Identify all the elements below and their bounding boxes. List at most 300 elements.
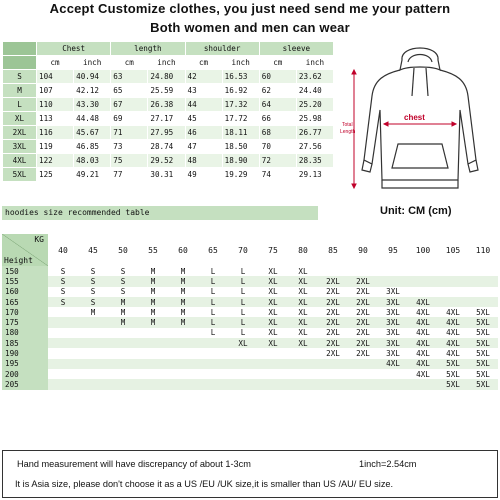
size-table-cell: 19.29 — [222, 168, 259, 182]
size-cell: XL — [288, 297, 318, 307]
header-line-2: Both women and men can wear — [150, 20, 350, 35]
size-cell — [48, 369, 78, 379]
size-cell: 2XL — [318, 328, 348, 338]
kg-table-row — [2, 276, 498, 286]
size-cell: M — [168, 276, 198, 286]
size-cell: 2XL — [348, 348, 378, 358]
size-cell: 5XL — [468, 369, 498, 379]
size-cell — [318, 369, 348, 379]
kg-table-row — [2, 307, 498, 317]
size-cell: XL — [288, 276, 318, 286]
kg-column-header: 55 — [138, 234, 168, 266]
size-table-cell: 16.53 — [222, 70, 259, 84]
size-table-row — [3, 98, 334, 112]
size-table-cell: 125 — [37, 168, 74, 182]
size-cell — [378, 379, 408, 389]
size-measurement-table — [2, 41, 334, 182]
size-table-cell: 66 — [259, 112, 296, 126]
size-cell — [138, 379, 168, 389]
size-table-cell: 104 — [37, 70, 74, 84]
size-cell — [48, 307, 78, 317]
size-cell — [78, 359, 108, 369]
size-table-cell: 44 — [185, 98, 222, 112]
size-cell — [48, 348, 78, 358]
size-cell — [48, 317, 78, 327]
size-cell — [78, 338, 108, 348]
kg-table-row — [2, 266, 498, 276]
size-cell — [228, 348, 258, 358]
size-table-group-shoulder: shoulder — [185, 42, 259, 56]
size-table-cell: 46.85 — [74, 140, 111, 154]
size-cell — [108, 338, 138, 348]
size-cell: 2XL — [318, 348, 348, 358]
size-cell — [48, 359, 78, 369]
size-cell — [138, 348, 168, 358]
size-table-cell: 122 — [37, 154, 74, 168]
kg-column-header: 80 — [288, 234, 318, 266]
size-cell: 2XL — [348, 328, 378, 338]
size-cell: 3XL — [378, 317, 408, 327]
kg-table-row — [2, 369, 498, 379]
size-cell — [198, 359, 228, 369]
size-table-unit-cm: cm — [37, 56, 74, 70]
size-cell: XL — [258, 276, 288, 286]
size-cell: 4XL — [408, 297, 438, 307]
size-cell: 2XL — [348, 276, 378, 286]
size-cell: M — [138, 307, 168, 317]
kg-column-header: 95 — [378, 234, 408, 266]
size-cell — [168, 348, 198, 358]
size-table-cell: 116 — [37, 126, 74, 140]
size-cell: S — [78, 287, 108, 297]
size-cell: 4XL — [408, 317, 438, 327]
size-cell: 5XL — [438, 369, 468, 379]
size-cell: M — [108, 297, 138, 307]
size-cell — [168, 369, 198, 379]
size-table-cell: 28.74 — [148, 140, 185, 154]
size-cell: 5XL — [468, 317, 498, 327]
size-cell: 5XL — [468, 328, 498, 338]
size-cell — [168, 379, 198, 389]
size-cell — [408, 266, 438, 276]
footer-inch-conversion: 1inch=2.54cm — [359, 459, 417, 469]
size-table-cell: 75 — [111, 154, 148, 168]
size-cell — [348, 379, 378, 389]
size-cell: M — [108, 307, 138, 317]
size-table-group-chest: Chest — [37, 42, 111, 56]
size-cell: S — [48, 276, 78, 286]
size-table-cell: 113 — [37, 112, 74, 126]
size-cell: 4XL — [408, 369, 438, 379]
size-cell: 4XL — [438, 317, 468, 327]
size-table-cell: 43 — [185, 84, 222, 98]
size-cell — [378, 276, 408, 286]
size-cell: XL — [258, 317, 288, 327]
size-table-cell: 30.31 — [148, 168, 185, 182]
size-cell: L — [228, 307, 258, 317]
kg-table-row — [2, 297, 498, 307]
size-table-cell: 110 — [37, 98, 74, 112]
kg-column-header: 60 — [168, 234, 198, 266]
size-cell: L — [198, 287, 228, 297]
size-table-cell: 47 — [185, 140, 222, 154]
size-cell: L — [228, 276, 258, 286]
size-cell: L — [228, 328, 258, 338]
size-table-size: 3XL — [3, 140, 37, 154]
kg-table-row — [2, 317, 498, 327]
size-table-size: M — [3, 84, 37, 98]
size-table-cell: 42 — [185, 70, 222, 84]
size-table-row — [3, 70, 334, 84]
height-row-header: 195 — [2, 359, 48, 369]
size-cell — [438, 287, 468, 297]
size-cell — [438, 297, 468, 307]
size-cell — [168, 338, 198, 348]
size-table-unit-header — [3, 56, 334, 70]
size-cell: M — [138, 317, 168, 327]
size-cell: 5XL — [468, 307, 498, 317]
size-cell: XL — [258, 297, 288, 307]
size-cell: 5XL — [468, 348, 498, 358]
height-row-header: 185 — [2, 338, 48, 348]
size-cell: 2XL — [318, 297, 348, 307]
size-cell — [198, 369, 228, 379]
size-cell — [108, 369, 138, 379]
unit-label: Unit: CM (cm) — [380, 205, 452, 217]
size-table-cell: 48 — [185, 154, 222, 168]
size-table-cell: 64 — [259, 98, 296, 112]
size-table-cell: 63 — [111, 70, 148, 84]
size-cell — [348, 266, 378, 276]
size-cell — [408, 287, 438, 297]
size-table-group-sleeve: sleeve — [259, 42, 333, 56]
height-row-header: 155 — [2, 276, 48, 286]
size-table-cell: 77 — [111, 168, 148, 182]
size-table-cell: 44.48 — [74, 112, 111, 126]
size-table-unit-cm: cm — [185, 56, 222, 70]
size-cell — [108, 359, 138, 369]
size-cell: S — [78, 266, 108, 276]
size-cell: L — [198, 276, 228, 286]
height-row-header: 170 — [2, 307, 48, 317]
size-table-group-header — [3, 42, 334, 56]
size-cell — [288, 359, 318, 369]
size-cell: M — [138, 297, 168, 307]
size-cell: XL — [258, 328, 288, 338]
footer-note-box — [2, 450, 498, 498]
size-table-cell: 69 — [111, 112, 148, 126]
size-cell: 5XL — [438, 379, 468, 389]
size-table-cell: 26.38 — [148, 98, 185, 112]
size-cell — [258, 369, 288, 379]
size-cell — [108, 328, 138, 338]
size-cell: 2XL — [318, 276, 348, 286]
size-cell — [468, 276, 498, 286]
size-table-cell: 71 — [111, 126, 148, 140]
size-table-cell: 49.21 — [74, 168, 111, 182]
size-table-cell: 27.56 — [296, 140, 333, 154]
height-row-header: 205 — [2, 379, 48, 389]
size-table-cell: 43.30 — [74, 98, 111, 112]
size-cell — [78, 328, 108, 338]
length-label-1: Total — [342, 122, 353, 128]
size-cell — [228, 379, 258, 389]
size-table-cell: 23.62 — [296, 70, 333, 84]
size-cell: L — [198, 307, 228, 317]
recommended-table-label: hoodies size recommended table — [2, 206, 318, 220]
size-cell: L — [198, 328, 228, 338]
size-table-cell: 42.12 — [74, 84, 111, 98]
size-table-cell: 25.59 — [148, 84, 185, 98]
size-cell: 3XL — [378, 307, 408, 317]
size-cell: M — [168, 266, 198, 276]
size-cell: 2XL — [348, 307, 378, 317]
size-table-cell: 27.17 — [148, 112, 185, 126]
size-table-cell: 65 — [111, 84, 148, 98]
size-cell: 3XL — [378, 328, 408, 338]
size-cell — [168, 359, 198, 369]
kg-table-header — [2, 234, 498, 266]
size-table-cell: 74 — [259, 168, 296, 182]
size-cell — [288, 379, 318, 389]
size-cell — [408, 276, 438, 286]
size-cell — [78, 369, 108, 379]
size-cell: 4XL — [408, 338, 438, 348]
size-cell: XL — [288, 328, 318, 338]
kg-column-header: 45 — [78, 234, 108, 266]
size-cell — [138, 328, 168, 338]
size-cell: 5XL — [438, 359, 468, 369]
size-table-cell: 18.90 — [222, 154, 259, 168]
size-cell: L — [228, 317, 258, 327]
size-cell — [168, 328, 198, 338]
size-cell — [318, 359, 348, 369]
size-cell: 2XL — [318, 338, 348, 348]
size-cell: L — [228, 287, 258, 297]
size-table-cell: 18.50 — [222, 140, 259, 154]
size-cell: 4XL — [438, 348, 468, 358]
size-table-cell: 28.35 — [296, 154, 333, 168]
size-cell: M — [138, 266, 168, 276]
size-table-cell: 25.20 — [296, 98, 333, 112]
size-cell: 4XL — [438, 307, 468, 317]
size-cell: 2XL — [318, 287, 348, 297]
size-cell — [378, 369, 408, 379]
size-cell — [438, 276, 468, 286]
size-cell: 2XL — [318, 307, 348, 317]
length-label-2: Length — [340, 129, 356, 135]
size-cell: XL — [258, 338, 288, 348]
size-cell — [78, 317, 108, 327]
size-table-cell: 29.52 — [148, 154, 185, 168]
height-row-header: 200 — [2, 369, 48, 379]
size-cell: XL — [228, 338, 258, 348]
size-cell: 2XL — [348, 297, 378, 307]
size-cell: XL — [288, 287, 318, 297]
kg-column-header: 105 — [438, 234, 468, 266]
size-cell: XL — [258, 287, 288, 297]
size-cell — [408, 379, 438, 389]
size-cell — [258, 348, 288, 358]
size-cell — [258, 379, 288, 389]
size-cell — [48, 379, 78, 389]
size-table-unit-inch: inch — [222, 56, 259, 70]
size-cell — [138, 359, 168, 369]
size-cell — [438, 266, 468, 276]
size-cell — [348, 359, 378, 369]
size-cell — [468, 287, 498, 297]
size-cell — [78, 348, 108, 358]
size-cell — [288, 348, 318, 358]
footer-asia-size-note: It is Asia size, please don't choose it as a US /EU /UK size,it is smaller than US /AU/ EU size. — [15, 479, 394, 489]
size-cell: L — [198, 317, 228, 327]
size-table-cell: 17.32 — [222, 98, 259, 112]
hoodie-diagram — [340, 40, 500, 198]
size-cell: XL — [288, 307, 318, 317]
size-cell: M — [78, 307, 108, 317]
kg-table-row — [2, 287, 498, 297]
size-cell: 5XL — [468, 359, 498, 369]
size-table-size: 2XL — [3, 126, 37, 140]
size-table-cell: 70 — [259, 140, 296, 154]
size-cell: 2XL — [348, 317, 378, 327]
size-table-cell: 25.98 — [296, 112, 333, 126]
size-table-unit-inch: inch — [148, 56, 185, 70]
size-cell: 2XL — [348, 287, 378, 297]
size-cell: S — [48, 287, 78, 297]
kg-column-header: 90 — [348, 234, 378, 266]
kg-column-header: 50 — [108, 234, 138, 266]
size-cell: XL — [258, 307, 288, 317]
size-table-unit-inch: inch — [296, 56, 333, 70]
size-cell — [108, 379, 138, 389]
size-table-cell: 16.92 — [222, 84, 259, 98]
size-table-row — [3, 140, 334, 154]
size-cell: 5XL — [468, 379, 498, 389]
size-cell: 3XL — [378, 287, 408, 297]
kg-column-header: 85 — [318, 234, 348, 266]
size-cell: 4XL — [438, 338, 468, 348]
height-row-header: 150 — [2, 266, 48, 276]
size-cell: S — [108, 287, 138, 297]
size-table-row — [3, 154, 334, 168]
size-table-cell: 17.72 — [222, 112, 259, 126]
size-cell: 4XL — [378, 359, 408, 369]
size-table-cell: 72 — [259, 154, 296, 168]
size-cell — [348, 369, 378, 379]
size-table-cell: 48.03 — [74, 154, 111, 168]
size-cell — [318, 379, 348, 389]
size-cell — [198, 338, 228, 348]
size-cell — [108, 348, 138, 358]
size-cell: M — [168, 307, 198, 317]
size-table-cell: 40.94 — [74, 70, 111, 84]
size-table-corner — [3, 42, 37, 56]
header-line-1: Accept Customize clothes, you just need send me your pattern — [49, 1, 451, 16]
height-row-header: 165 — [2, 297, 48, 307]
size-table-cell: 24.80 — [148, 70, 185, 84]
size-cell: S — [48, 297, 78, 307]
size-table-cell: 49 — [185, 168, 222, 182]
kg-table-row — [2, 328, 498, 338]
size-cell: XL — [288, 317, 318, 327]
size-cell: 2XL — [348, 338, 378, 348]
size-cell: 3XL — [378, 348, 408, 358]
size-table-cell: 45.67 — [74, 126, 111, 140]
size-cell: XL — [258, 266, 288, 276]
kg-table-row — [2, 338, 498, 348]
size-table-size: XL — [3, 112, 37, 126]
size-table-cell: 62 — [259, 84, 296, 98]
size-cell: L — [198, 266, 228, 276]
size-table-size: 5XL — [3, 168, 37, 182]
size-table-cell: 68 — [259, 126, 296, 140]
size-cell — [198, 348, 228, 358]
size-table-cell: 67 — [111, 98, 148, 112]
size-cell: S — [78, 276, 108, 286]
kg-table-row — [2, 359, 498, 369]
size-cell: 4XL — [438, 328, 468, 338]
size-cell — [228, 359, 258, 369]
size-cell: 5XL — [468, 338, 498, 348]
size-cell: L — [228, 266, 258, 276]
size-table-group-length: length — [111, 42, 185, 56]
size-cell: 2XL — [318, 317, 348, 327]
size-table-cell: 107 — [37, 84, 74, 98]
size-cell — [78, 379, 108, 389]
size-cell: 4XL — [408, 359, 438, 369]
size-cell — [198, 379, 228, 389]
size-table-row — [3, 168, 334, 182]
size-table-unit-inch: inch — [74, 56, 111, 70]
height-label: Height — [4, 256, 33, 265]
size-table-cell: 45 — [185, 112, 222, 126]
size-table-unit-cm: cm — [259, 56, 296, 70]
size-cell: 3XL — [378, 297, 408, 307]
size-cell: L — [228, 297, 258, 307]
size-cell: S — [108, 266, 138, 276]
size-table-size: S — [3, 70, 37, 84]
chest-label: chest — [404, 113, 425, 122]
kg-column-header: 40 — [48, 234, 78, 266]
footer-discrepancy-note: Hand measurement will have discrepancy of about 1-3cm — [17, 459, 251, 469]
size-cell: S — [78, 297, 108, 307]
size-cell — [138, 369, 168, 379]
kg-table-row — [2, 348, 498, 358]
size-cell: L — [198, 297, 228, 307]
weight-height-size-table — [2, 234, 498, 390]
size-table-corner — [3, 56, 37, 70]
height-row-header: 180 — [2, 328, 48, 338]
size-cell: 3XL — [378, 338, 408, 348]
size-cell — [258, 359, 288, 369]
size-table-size: 4XL — [3, 154, 37, 168]
size-cell — [138, 338, 168, 348]
size-cell: 4XL — [408, 348, 438, 358]
size-table-size: L — [3, 98, 37, 112]
size-table-cell: 24.40 — [296, 84, 333, 98]
size-cell: M — [108, 317, 138, 327]
height-row-header: 160 — [2, 287, 48, 297]
size-table-cell: 60 — [259, 70, 296, 84]
kg-height-corner — [2, 234, 48, 266]
kg-column-header: 110 — [468, 234, 498, 266]
size-table-row — [3, 126, 334, 140]
height-row-header: 175 — [2, 317, 48, 327]
size-table-cell: 26.77 — [296, 126, 333, 140]
size-table-cell: 119 — [37, 140, 74, 154]
height-row-header: 190 — [2, 348, 48, 358]
